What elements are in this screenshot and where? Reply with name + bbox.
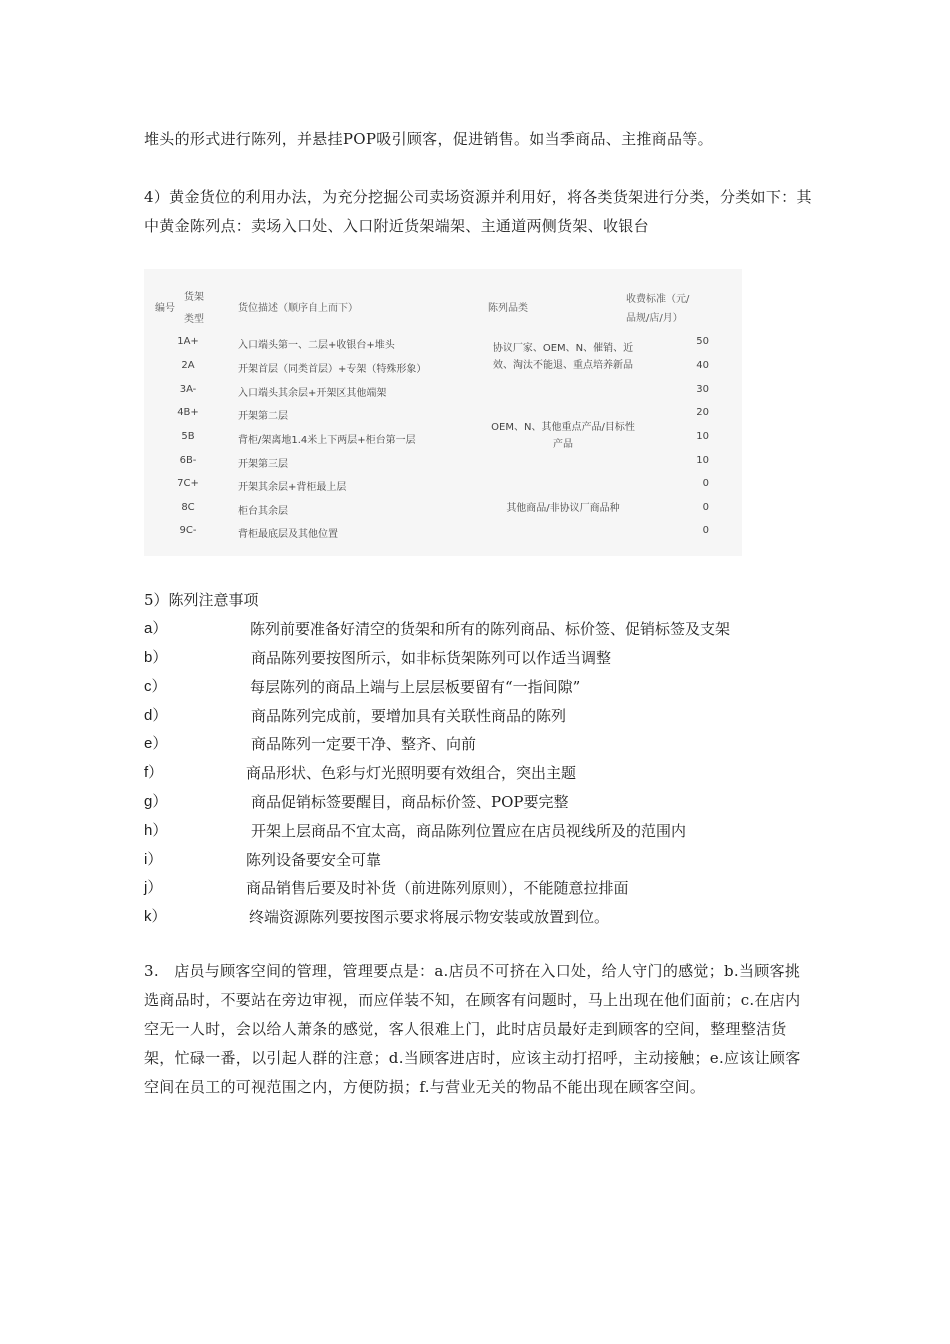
paragraph-golden-position: 4）黄金货位的利用办法，为充分挖掘公司卖场资源并利用好，将各类货架进行分类，分类如下：其中黄金陈列点：卖场入口处、入口附近货架端架、主通道两侧货架、收银台 bbox=[144, 188, 812, 235]
row-fee: 30 bbox=[696, 384, 709, 395]
note-text: 商品销售后要及时补货（前进陈列原则），不能随意拉排面 bbox=[246, 879, 629, 897]
row-fee: 20 bbox=[696, 407, 709, 418]
note-text: 每层陈列的商品上端与上层层板要留有“一指间隙” bbox=[250, 678, 581, 696]
note-letter: b） bbox=[144, 649, 168, 666]
shelf-classification-table-image bbox=[144, 269, 742, 556]
note-text: 商品形状、色彩与灯光照明要有效组合，突出主题 bbox=[246, 764, 577, 782]
row-code: 5B bbox=[181, 431, 195, 442]
row-fee: 0 bbox=[702, 502, 709, 513]
row-description: 入口端头其余层+开架区其他端架 bbox=[238, 388, 387, 399]
paragraph-staff-customer-space: 3. 店员与顾客空间的管理，管理要点是：a.店员不可挤在入口处，给人守门的感觉；b.当顾客挑选商品时，不要站在旁边审视，而应佯装不知，在顾客有问题时，马上出现在他们面前；c.在店内空无一人时，会以给人萧条的感觉，客人很难上门，此时店员最好走到顾客的空间，整理整洁货架，忙碌一番，以引起人群的注意；d.当顾客进店时，应该主动打招呼，主动接触；e.应该让顾客空间在员工的可视范围之内，方便防损；f.与营业无关的物品不能出现在顾客空间。 bbox=[144, 962, 801, 1096]
row-description: 开架首层（同类首层）+专架（特殊形象） bbox=[238, 364, 427, 375]
note-text: 终端资源陈列要按图示要求将展示物安装或放置到位。 bbox=[249, 908, 610, 926]
row-code: 6B- bbox=[179, 455, 197, 466]
row-fee: 50 bbox=[696, 336, 709, 347]
note-letter: d） bbox=[144, 707, 168, 724]
notes-title: 5）陈列注意事项 bbox=[144, 591, 259, 609]
note-letter: g） bbox=[144, 793, 168, 810]
header-shelf-type-line2: 类型 bbox=[184, 314, 204, 325]
note-letter: j） bbox=[144, 879, 163, 896]
row-description: 柜台其余层 bbox=[238, 506, 288, 517]
note-letter: f） bbox=[144, 764, 164, 781]
row-description: 开架第二层 bbox=[238, 411, 288, 422]
row-code: 3A- bbox=[179, 384, 197, 395]
header-description: 货位描述（顺序自上而下） bbox=[238, 303, 358, 314]
note-letter: e） bbox=[144, 735, 168, 752]
note-letter: i） bbox=[144, 851, 163, 868]
row-description: 开架第三层 bbox=[238, 459, 288, 470]
header-fee-line2: 品规/店/月） bbox=[626, 313, 683, 324]
row-fee: 0 bbox=[702, 525, 709, 536]
note-text: 商品陈列完成前，要增加具有关联性商品的陈列 bbox=[251, 707, 567, 725]
note-letter: h） bbox=[144, 822, 168, 839]
category-group-c: 其他商品/非协议厂商品种 bbox=[506, 503, 620, 514]
note-text: 陈列前要准备好清空的货架和所有的陈列商品、标价签、促销标签及支架 bbox=[250, 620, 731, 638]
note-letter: k） bbox=[144, 908, 167, 925]
note-text: 商品促销标签要醒目，商品标价签、POP要完整 bbox=[251, 793, 569, 811]
row-fee: 10 bbox=[696, 431, 709, 442]
row-code: 8C bbox=[181, 502, 195, 513]
header-shelf-type-line1: 货架 bbox=[184, 292, 204, 303]
note-letter: a） bbox=[144, 620, 168, 637]
row-fee: 0 bbox=[702, 478, 709, 489]
note-text: 开架上层商品不宜太高，商品陈列位置应在店员视线所及的范围内 bbox=[251, 822, 687, 840]
row-fee: 40 bbox=[696, 360, 709, 371]
header-number: 编号 bbox=[155, 303, 175, 314]
row-description: 背柜/架离地1.4米上下两层+柜台第一层 bbox=[238, 435, 416, 446]
note-text: 商品陈列要按图所示，如非标货架陈列可以作适当调整 bbox=[251, 649, 612, 667]
row-description: 开架其余层+背柜最上层 bbox=[238, 482, 347, 493]
row-code: 1A+ bbox=[177, 336, 199, 347]
note-letter: c） bbox=[144, 678, 167, 695]
category-group-a: 协议厂家、OEM、N、催销、近效、淘汰不能退、重点培养新品 bbox=[492, 343, 634, 371]
paragraph-intro: 堆头的形式进行陈列，并悬挂POP吸引顾客，促进销售。如当季商品、主推商品等。 bbox=[144, 130, 713, 148]
header-fee-line1: 收费标准（元/ bbox=[626, 294, 690, 305]
row-description: 背柜最底层及其他位置 bbox=[238, 529, 338, 540]
category-group-b: OEM、N、其他重点产品/目标性产品 bbox=[491, 422, 635, 450]
row-code: 7C+ bbox=[177, 478, 199, 489]
row-code: 2A bbox=[181, 360, 195, 371]
note-text: 陈列设备要安全可靠 bbox=[246, 851, 382, 869]
note-text: 商品陈列一定要干净、整齐、向前 bbox=[251, 735, 477, 753]
header-category: 陈列品类 bbox=[488, 303, 528, 314]
row-description: 入口端头第一、二层+收银台+堆头 bbox=[238, 340, 395, 351]
row-fee: 10 bbox=[696, 455, 709, 466]
row-code: 9C- bbox=[179, 525, 197, 536]
row-code: 4B+ bbox=[177, 407, 199, 418]
